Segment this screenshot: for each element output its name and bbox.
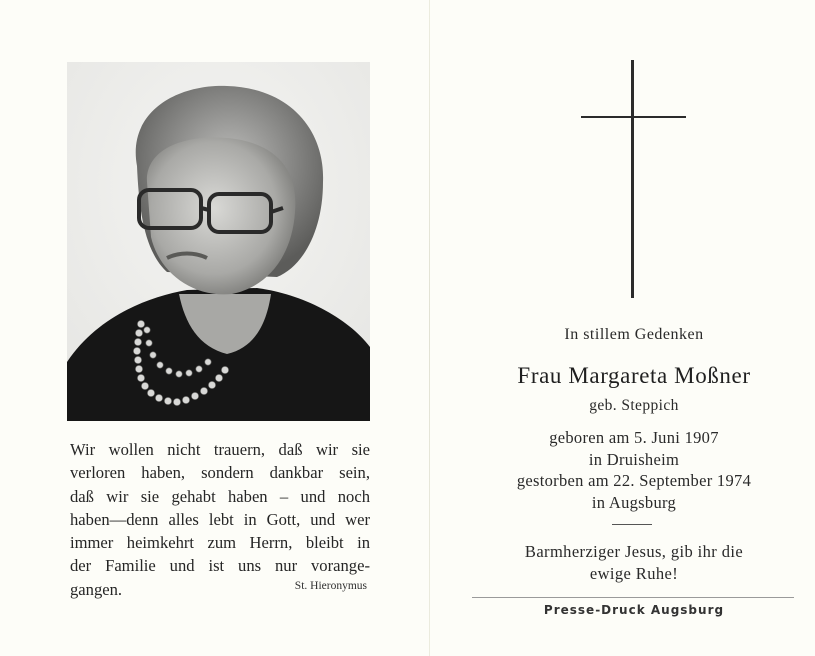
quote-line: gangen. — [70, 579, 123, 599]
quote-line: verloren haben, sondern dankbar sein, — [70, 463, 370, 483]
death-place: in Augsburg — [591, 492, 677, 512]
card-fold — [429, 0, 430, 656]
deceased-name: Frau Margareta Moßner — [517, 363, 751, 388]
portrait-photo — [67, 62, 370, 421]
cross-icon-bar — [581, 116, 686, 118]
quote-attribution: St. Hieronymus — [294, 580, 367, 592]
memorial-intro: In stillem Gedenken — [564, 326, 704, 343]
memorial-quote — [70, 438, 370, 601]
quote-line: daß wir sie gehabt haben – und noch — [70, 486, 370, 506]
quote-line: haben—denn alles lebt in Gott, und wer — [70, 509, 370, 529]
printer-credit: Presse-Druck Augsburg — [543, 603, 725, 617]
death-date: gestorben am 22. September 1974 — [516, 471, 752, 490]
birth-date: geboren am 5. Juni 1907 — [549, 428, 719, 447]
prayer-line: ewige Ruhe! — [589, 563, 679, 583]
life-dates — [475, 427, 793, 513]
prayer — [475, 541, 793, 584]
maiden-name: geb. Steppich — [589, 397, 679, 414]
quote-line: Wir wollen nicht trauern, daß wir sie — [70, 440, 370, 459]
prayer-line: Barmherziger Jesus, gib ihr die — [524, 542, 744, 561]
quote-line: immer heimkehrt zum Herrn, bleibt in — [70, 533, 370, 553]
birth-place: in Druisheim — [588, 449, 680, 469]
cross-icon — [631, 60, 634, 298]
divider — [612, 524, 652, 525]
bottom-divider — [472, 597, 794, 598]
quote-line: der Familie und ist uns nur vorange- — [70, 556, 370, 576]
